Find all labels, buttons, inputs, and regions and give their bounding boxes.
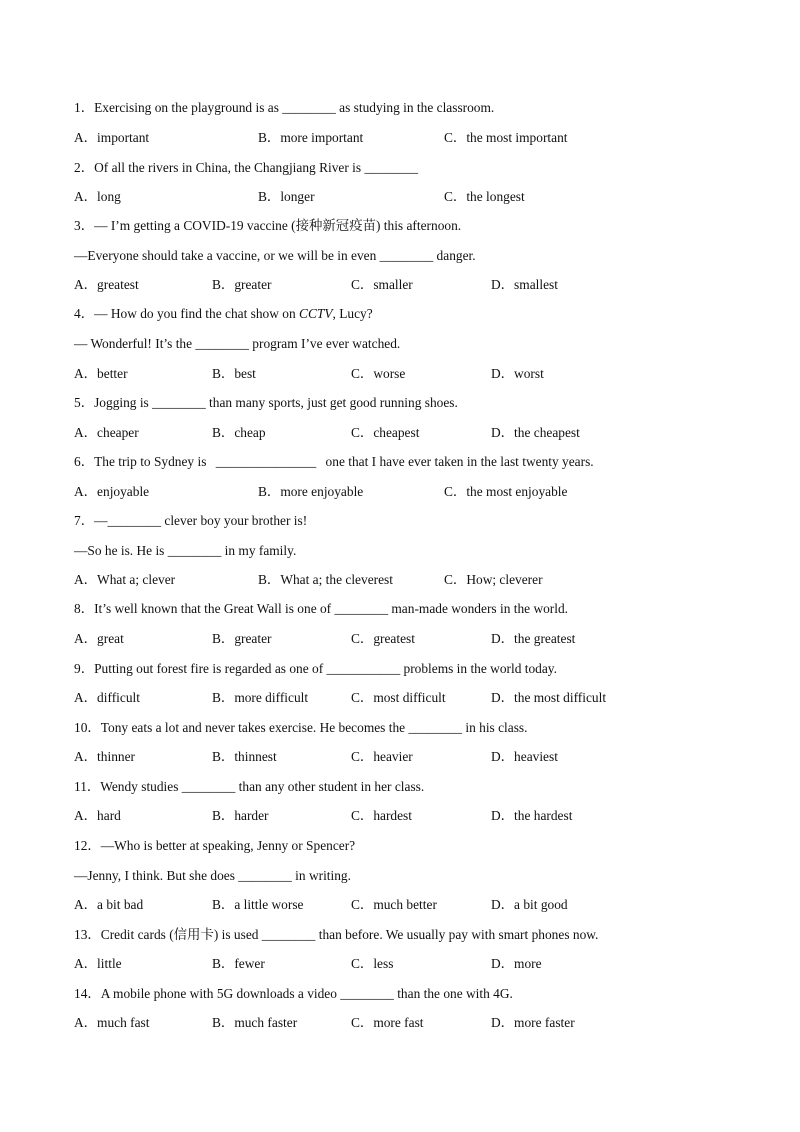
question-6-option-b[interactable]: B．more enjoyable xyxy=(258,484,364,499)
question-11-option-a[interactable]: A．hard xyxy=(74,808,121,823)
question-2-stem: 2．Of all the rivers in China, the Changjiang River is ________ xyxy=(74,160,419,175)
question-6-option-c[interactable]: C．the most enjoyable xyxy=(444,484,568,499)
question-11-option-d[interactable]: D．the hardest xyxy=(491,808,573,823)
question-11-option-c[interactable]: C．hardest xyxy=(351,808,412,823)
question-10-option-c[interactable]: C．heavier xyxy=(351,749,413,764)
question-3-option-c[interactable]: C．smaller xyxy=(351,277,413,292)
question-14-option-c[interactable]: C．more fast xyxy=(351,1015,424,1030)
question-9-option-d[interactable]: D．the most difficult xyxy=(491,690,607,705)
question-12-stem-reply: —Jenny, I think. But she does ________ in writing. xyxy=(74,868,351,883)
question-12-stem: 12．—Who is better at speaking, Jenny or Spencer? xyxy=(74,838,356,853)
question-3-option-a[interactable]: A．greatest xyxy=(74,277,139,292)
question-14-option-a[interactable]: A．much fast xyxy=(74,1015,150,1030)
question-9-stem: 9．Putting out forest fire is regarded as one of ___________ problems in the world today. xyxy=(74,661,557,676)
question-4-option-d[interactable]: D．worst xyxy=(491,366,544,381)
question-7-option-b[interactable]: B．What a; the cleverest xyxy=(258,572,393,587)
question-10-option-d[interactable]: D．heaviest xyxy=(491,749,558,764)
question-14-option-d[interactable]: D．more faster xyxy=(491,1015,575,1030)
question-10-option-b[interactable]: B．thinnest xyxy=(212,749,277,764)
question-4-stem-start: 4．— How do you find the chat show on xyxy=(74,306,300,321)
question-2-option-b[interactable]: B．longer xyxy=(258,189,315,204)
question-8-option-b[interactable]: B．greater xyxy=(212,631,272,646)
question-4-stem-end: , Lucy? xyxy=(332,306,373,321)
question-8-option-d[interactable]: D．the greatest xyxy=(491,631,576,646)
question-5-stem: 5．Jogging is ________ than many sports, just get good running shoes. xyxy=(74,395,458,410)
question-4-stem-channel: CCTV xyxy=(299,306,333,321)
question-8-stem: 8．It’s well known that the Great Wall is one of ________ man-made wonders in the world. xyxy=(74,601,569,616)
question-3-option-b[interactable]: B．greater xyxy=(212,277,272,292)
question-6-stem xyxy=(74,454,594,470)
question-6-stem-start: 6．The trip to Sydney is xyxy=(74,454,210,469)
question-6-option-a[interactable]: A．enjoyable xyxy=(74,484,150,499)
question-3-option-d[interactable]: D．smallest xyxy=(491,277,558,292)
question-4-option-a[interactable]: A．better xyxy=(74,366,128,381)
question-5-option-a[interactable]: A．cheaper xyxy=(74,425,139,440)
question-5-option-d[interactable]: D．the cheapest xyxy=(491,425,580,440)
question-2-option-a[interactable]: A．long xyxy=(74,189,121,204)
question-13-option-d[interactable]: D．more xyxy=(491,956,542,971)
question-10-stem: 10．Tony eats a lot and never takes exercise. He becomes the ________ in his class. xyxy=(74,720,528,735)
question-12-option-d[interactable]: D．a bit good xyxy=(491,897,568,912)
question-12-option-b[interactable]: B．a little worse xyxy=(212,897,304,912)
question-9-option-b[interactable]: B．more difficult xyxy=(212,690,309,705)
question-13-option-a[interactable]: A．little xyxy=(74,956,122,971)
question-10-option-a[interactable]: A．thinner xyxy=(74,749,135,764)
question-4-stem-reply: — Wonderful! It’s the ________ program I’ve ever watched. xyxy=(74,336,401,351)
question-2-option-c[interactable]: C．the longest xyxy=(444,189,525,204)
question-1-option-c[interactable]: C．the most important xyxy=(444,130,568,145)
question-5-option-c[interactable]: C．cheapest xyxy=(351,425,420,440)
question-14-stem: 14．A mobile phone with 5G downloads a video ________ than the one with 4G. xyxy=(74,986,513,1001)
question-13-stem: 13．Credit cards (信用卡) is used ________ than before. We usually pay with smart phones now. xyxy=(74,927,599,942)
question-3-stem-reply: —Everyone should take a vaccine, or we will be in even ________ danger. xyxy=(74,248,476,263)
question-6-blank: _______________ xyxy=(215,454,317,469)
question-11-option-b[interactable]: B．harder xyxy=(212,808,269,823)
question-14-option-b[interactable]: B．much faster xyxy=(212,1015,298,1030)
question-1-option-a[interactable]: A．important xyxy=(74,130,150,145)
question-4-stem xyxy=(74,306,373,322)
question-7-stem: 7．—________ clever boy your brother is! xyxy=(74,513,308,528)
question-7-option-c[interactable]: C．How; cleverer xyxy=(444,572,543,587)
question-6-stem-end: one that I have ever taken in the last twenty years. xyxy=(322,454,594,469)
question-8-option-a[interactable]: A．great xyxy=(74,631,124,646)
question-13-option-c[interactable]: C．less xyxy=(351,956,394,971)
question-1-stem: 1．Exercising on the playground is as ________ as studying in the classroom. xyxy=(74,100,495,115)
question-13-option-b[interactable]: B．fewer xyxy=(212,956,265,971)
question-12-option-a[interactable]: A．a bit bad xyxy=(74,897,144,912)
question-9-option-a[interactable]: A．difficult xyxy=(74,690,140,705)
question-1-option-b[interactable]: B．more important xyxy=(258,130,364,145)
question-11-stem: 11．Wendy studies ________ than any other student in her class. xyxy=(74,779,425,794)
question-4-option-b[interactable]: B．best xyxy=(212,366,256,381)
question-7-stem-reply: —So he is. He is ________ in my family. xyxy=(74,543,297,558)
question-5-option-b[interactable]: B．cheap xyxy=(212,425,266,440)
question-7-option-a[interactable]: A．What a; clever xyxy=(74,572,176,587)
question-8-option-c[interactable]: C．greatest xyxy=(351,631,415,646)
question-4-option-c[interactable]: C．worse xyxy=(351,366,406,381)
question-12-option-c[interactable]: C．much better xyxy=(351,897,437,912)
question-3-stem: 3．— I’m getting a COVID-19 vaccine (接种新冠疫苗) this afternoon. xyxy=(74,218,462,233)
question-9-option-c[interactable]: C．most difficult xyxy=(351,690,446,705)
